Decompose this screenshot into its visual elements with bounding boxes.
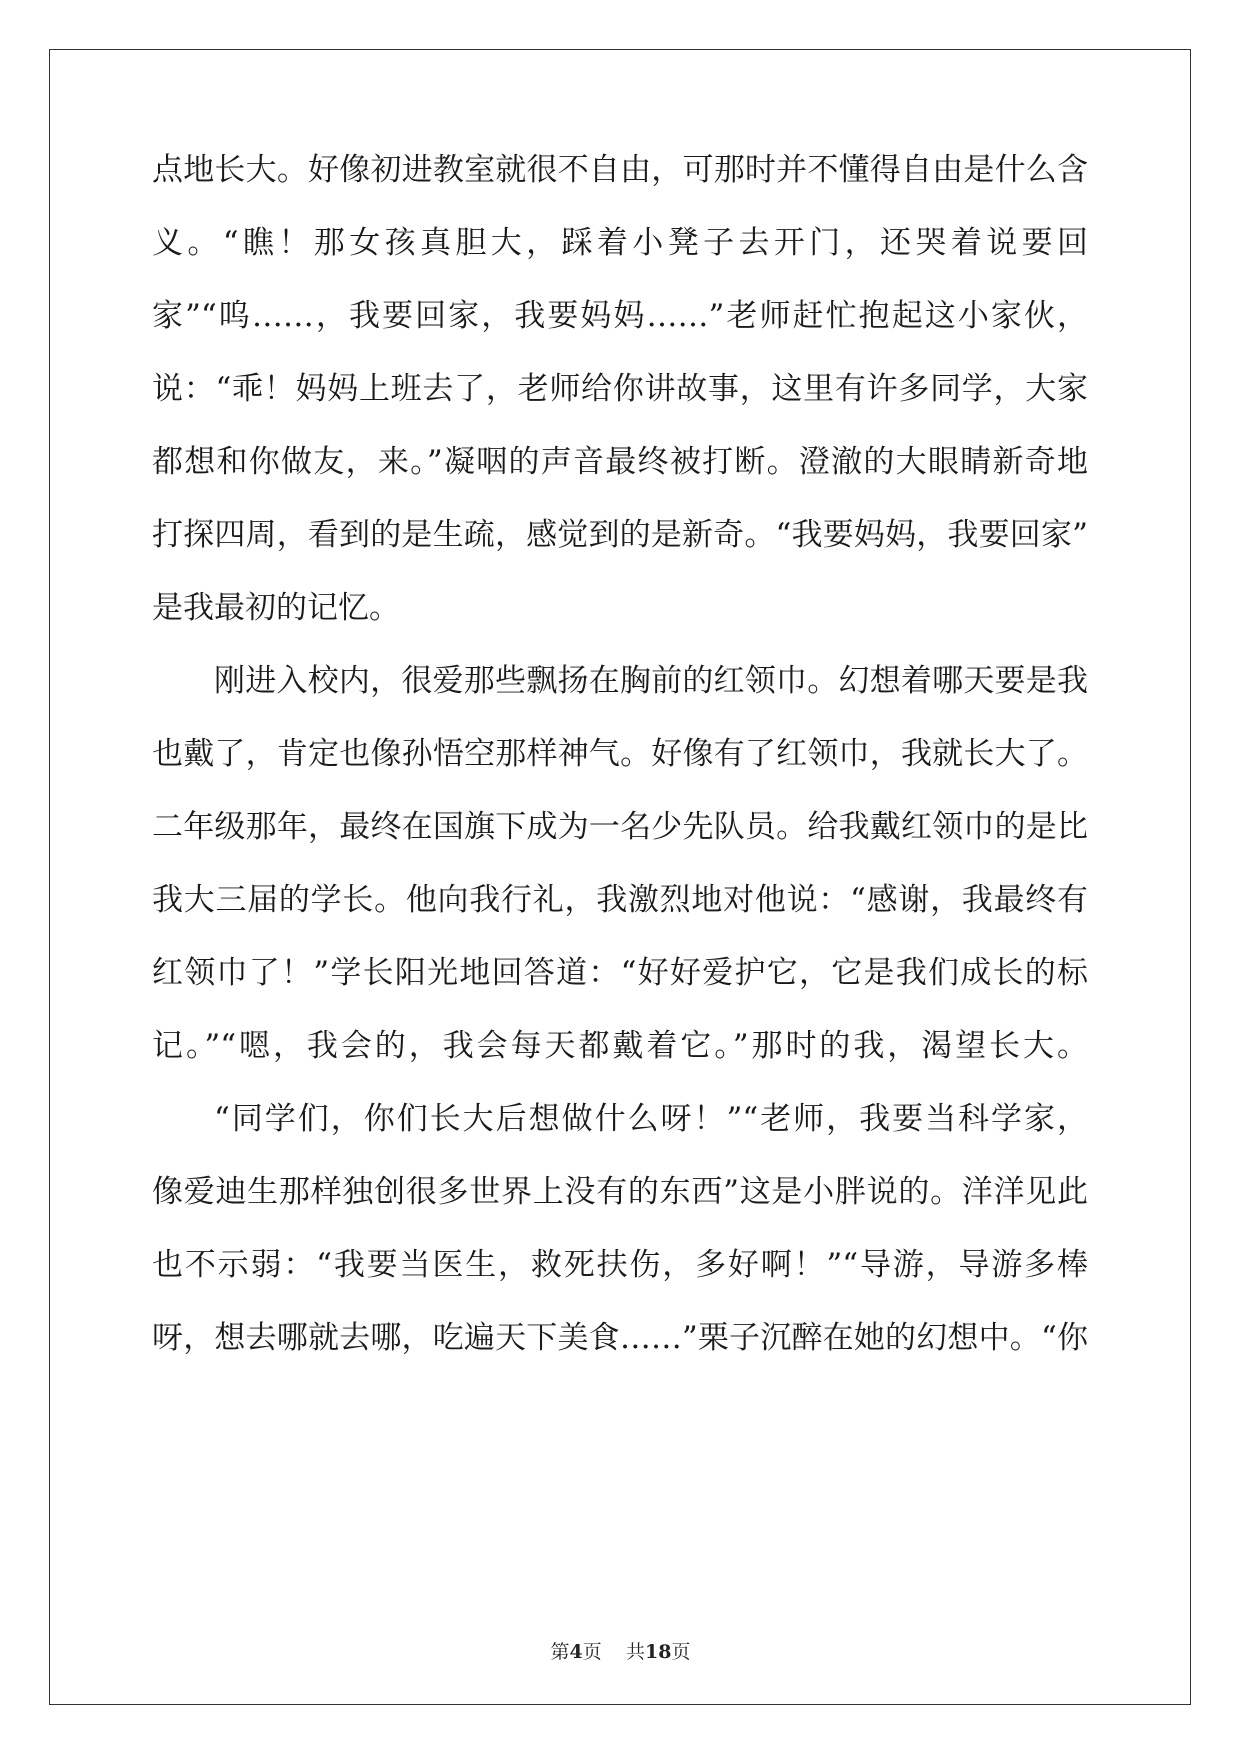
paragraph-first-line: “同学们，你们长大后想做什么呀！”“老师，我要当科学家，: [214, 1101, 1088, 1137]
current-page-number: 4: [569, 1641, 583, 1663]
text-line: 都想和你做友，来。”凝咽的声音最终被打断。澄澈的大眼睛新奇地: [152, 444, 1088, 480]
footer-page-suffix: 页: [582, 1641, 602, 1663]
text-line: 二年级那年，最终在国旗下成为一名少先队员。给我戴红领巾的是比: [152, 809, 1088, 845]
text-line: 义。“瞧！那女孩真胆大，踩着小凳子去开门，还哭着说要回: [152, 225, 1088, 261]
footer-total-suffix: 页: [671, 1641, 691, 1663]
footer-total-prefix: 共: [625, 1641, 645, 1663]
text-line: 呀，想去哪就去哪，吃遍天下美食……”栗子沉醉在她的幻想中。“你: [152, 1320, 1088, 1356]
text-line: 也不示弱：“我要当医生，救死扶伤，多好啊！”“导游，导游多棒: [152, 1247, 1088, 1283]
text-line: 是我最初的记忆。: [152, 590, 400, 626]
text-line: 我大三届的学长。他向我行礼，我激烈地对他说：“感谢，我最终有: [152, 882, 1088, 918]
text-line: 点地长大。好像初进教室就很不自由，可那时并不懂得自由是什么含: [152, 152, 1088, 188]
text-line: 红领巾了！”学长阳光地回答道：“好好爱护它，它是我们成长的标: [152, 955, 1088, 991]
paragraph-first-line: 刚进入校内，很爱那些飘扬在胸前的红领巾。幻想着哪天要是我: [214, 663, 1088, 699]
text-line: 打探四周，看到的是生疏，感觉到的是新奇。“我要妈妈，我要回家”: [152, 517, 1088, 553]
total-page-count: 18: [644, 1641, 672, 1663]
text-line: 说：“乖！妈妈上班去了，老师给你讲故事，这里有许多同学，大家: [152, 371, 1088, 407]
text-line: 家”“呜……，我要回家，我要妈妈……”老师赶忙抱起这小家伙，: [152, 298, 1088, 334]
text-line: 也戴了，肯定也像孙悟空那样神气。好像有了红领巾，我就长大了。: [152, 736, 1088, 772]
footer-prefix: 第: [550, 1641, 570, 1663]
text-line: 像爱迪生那样独创很多世界上没有的东西”这是小胖说的。洋洋见此: [152, 1174, 1088, 1210]
text-line: 记。”“嗯，我会的，我会每天都戴着它。”那时的我，渴望长大。: [152, 1028, 1088, 1064]
page-footer: [0, 1640, 1241, 1664]
